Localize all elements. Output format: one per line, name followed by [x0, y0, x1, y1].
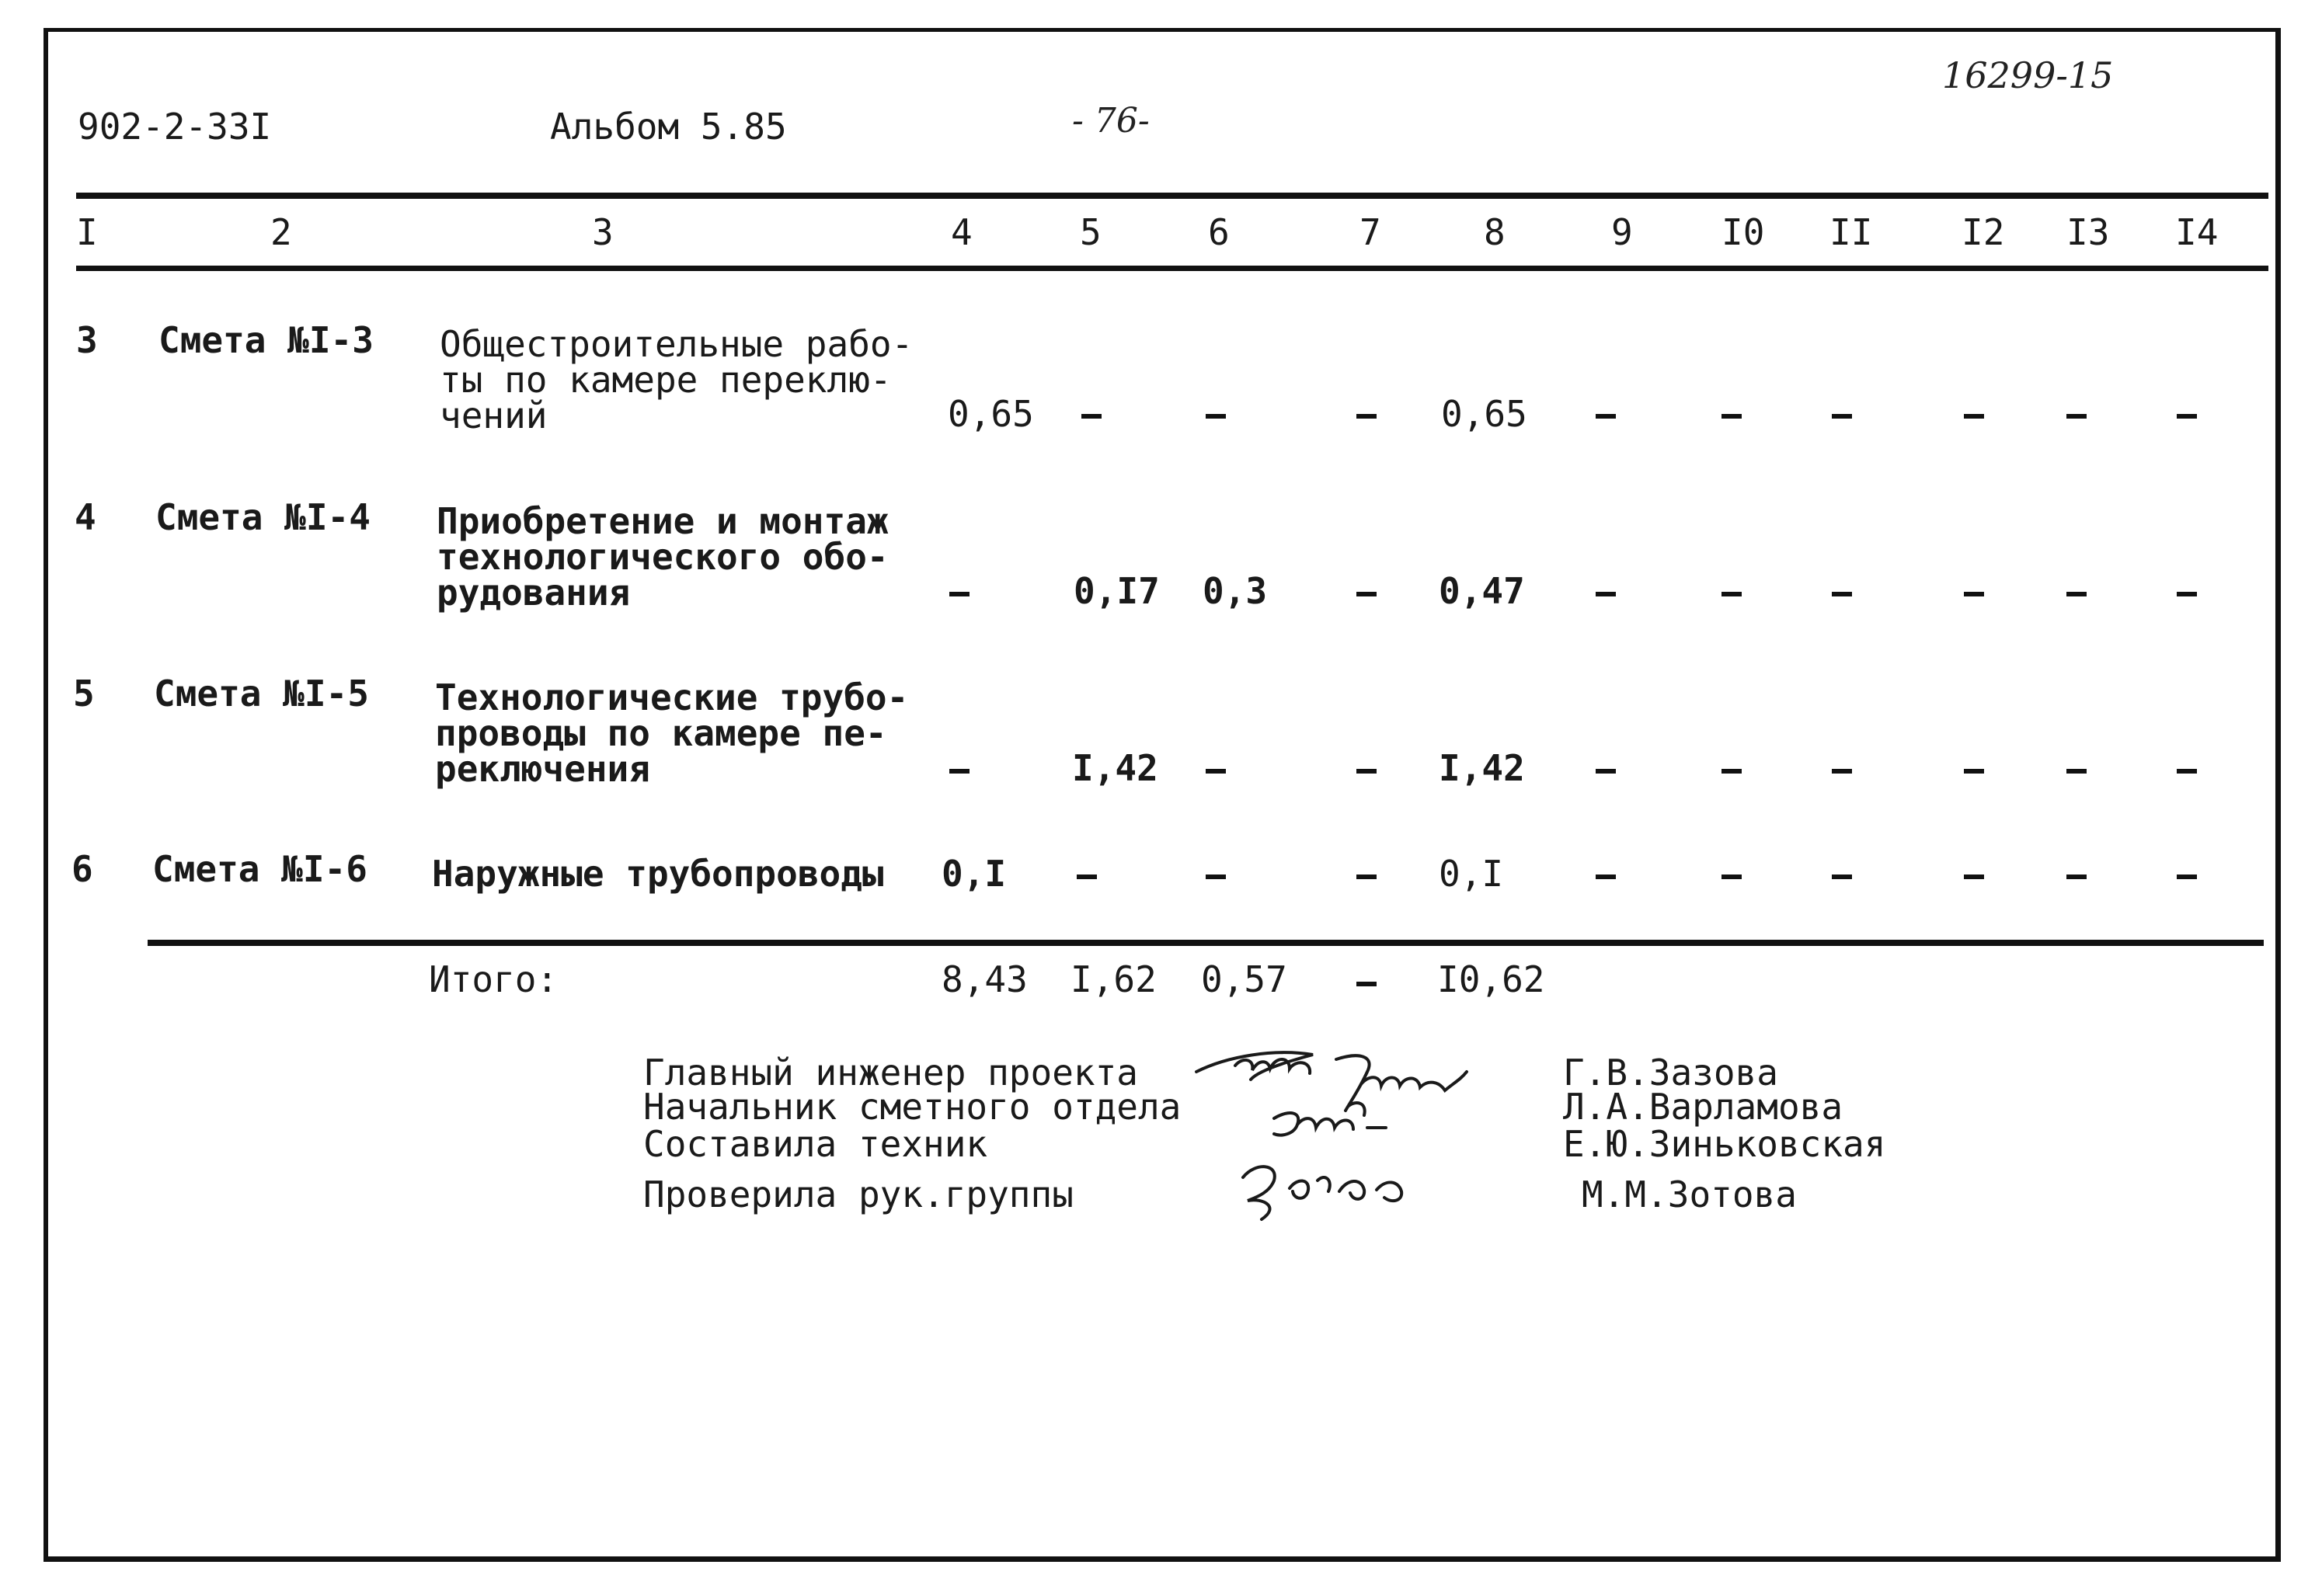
cell-dash	[1596, 592, 1616, 596]
cell-c6-dash	[1206, 874, 1226, 879]
signature-stroke	[1274, 1113, 1353, 1135]
signature-stroke	[1349, 1103, 1386, 1128]
cell-c4-dash	[949, 769, 970, 774]
cell-dash	[2066, 414, 2087, 419]
col-header: I2	[1962, 211, 2005, 253]
cell-dash	[1964, 414, 1984, 419]
work-description: Технологические трубо- проводы по камере пе- реключения	[435, 676, 909, 790]
row-number: 4	[75, 496, 96, 538]
cell-c7-dash	[1356, 874, 1377, 879]
cell-dash	[2177, 592, 2197, 596]
signature-role: Составила техник	[643, 1123, 988, 1165]
signature-role: Проверила рук.группы	[643, 1174, 1074, 1215]
col-header: 7	[1359, 211, 1381, 253]
col-header: 2	[270, 211, 292, 253]
col-header: 6	[1208, 211, 1230, 253]
album-label: Альбом 5.85	[550, 106, 787, 148]
cell-c4: 0,I	[942, 853, 1007, 895]
cell-dash	[2177, 769, 2197, 774]
cell-c8: 0,47	[1439, 570, 1525, 612]
cell-dash	[1721, 769, 1742, 774]
cell-dash	[2177, 414, 2197, 419]
cell-c5-dash	[1077, 874, 1097, 879]
col-header: 9	[1611, 211, 1633, 253]
col-header: II	[1829, 211, 1873, 253]
col-header: I	[76, 211, 98, 253]
cell-c8: 0,I	[1439, 853, 1504, 895]
cell-dash	[2177, 874, 2197, 879]
estimate-ref: Смета №I-4	[155, 496, 371, 538]
cell-dash	[1832, 769, 1852, 774]
cell-dash	[1596, 874, 1616, 879]
col-header: I3	[2066, 211, 2110, 253]
page-number: - 76-	[1072, 101, 1150, 141]
cell-c4: 0,65	[948, 393, 1034, 435]
cell-dash	[2066, 769, 2087, 774]
header-rule-top	[76, 193, 2268, 199]
cell-dash	[1721, 414, 1742, 419]
cell-dash	[1721, 592, 1742, 596]
cell-dash	[1964, 769, 1984, 774]
signatory-name: М.М.Зотова	[1582, 1174, 1797, 1215]
cell-c7-dash	[1356, 769, 1377, 774]
cell-c5-dash	[1081, 414, 1102, 419]
cell-c6-dash	[1206, 769, 1226, 774]
cell-c4-dash	[949, 592, 970, 596]
signature-stroke	[1290, 1177, 1401, 1201]
header-rule-bottom	[76, 266, 2268, 271]
col-header: 8	[1484, 211, 1506, 253]
cell-dash	[2066, 874, 2087, 879]
cell-dash	[1964, 874, 1984, 879]
totals-rule	[148, 940, 2264, 946]
signature-role: Главный инженер проекта	[643, 1052, 1138, 1094]
cell-c5: 0,I7	[1074, 570, 1160, 612]
work-description: Общестроительные рабо- ты по камере переклю- чений	[440, 323, 914, 436]
estimate-ref: Смета №I-5	[154, 673, 369, 715]
signature-stroke	[1235, 1059, 1310, 1073]
inventory-number: 16299-15	[1942, 54, 2114, 96]
signature-role: Начальник сметного отдела	[643, 1086, 1182, 1128]
work-description: Приобретение и монтаж технологического обо- рудования	[437, 500, 889, 614]
estimate-ref: Смета №I-3	[158, 319, 374, 361]
total-c4: 8,43	[942, 958, 1028, 1000]
total-c5: I,62	[1070, 958, 1157, 1000]
col-header: I0	[1721, 211, 1765, 253]
total-c6: 0,57	[1201, 958, 1287, 1000]
cell-dash	[1596, 414, 1616, 419]
col-header: 5	[1080, 211, 1102, 253]
doc-code: 902-2-33I	[78, 106, 272, 148]
cell-c6: 0,3	[1203, 570, 1268, 612]
row-number: 5	[73, 673, 95, 715]
signatory-name: Г.В.Зазова	[1563, 1052, 1778, 1094]
cell-dash	[1832, 414, 1852, 419]
signature-scribbles	[1181, 1025, 1523, 1227]
total-c7-dash	[1356, 982, 1377, 986]
cell-dash	[1596, 769, 1616, 774]
cell-dash	[1832, 592, 1852, 596]
cell-c7-dash	[1356, 414, 1377, 419]
cell-c8: I,42	[1439, 747, 1525, 789]
cell-dash	[2066, 592, 2087, 596]
col-header: 4	[951, 211, 973, 253]
page-frame	[44, 28, 2281, 1562]
cell-c7-dash	[1356, 592, 1377, 596]
cell-c6-dash	[1206, 414, 1226, 419]
cell-dash	[1964, 592, 1984, 596]
row-number: 3	[76, 319, 98, 361]
col-header: 3	[592, 211, 614, 253]
col-header: I4	[2175, 211, 2219, 253]
total-c8: I0,62	[1437, 958, 1545, 1000]
signature-stroke	[1361, 1072, 1467, 1090]
signatory-name: Е.Ю.Зиньковская	[1563, 1123, 1886, 1165]
signature-stroke	[1243, 1167, 1275, 1219]
row-number: 6	[71, 848, 93, 890]
estimate-ref: Смета №I-6	[152, 848, 367, 890]
cell-dash	[1721, 874, 1742, 879]
work-description: Наружные трубопроводы	[432, 853, 884, 895]
totals-label: Итого:	[429, 958, 559, 1000]
cell-c8: 0,65	[1441, 393, 1527, 435]
cell-dash	[1832, 874, 1852, 879]
cell-c5: I,42	[1072, 747, 1158, 789]
signatory-name: Л.А.Варламова	[1563, 1086, 1843, 1128]
